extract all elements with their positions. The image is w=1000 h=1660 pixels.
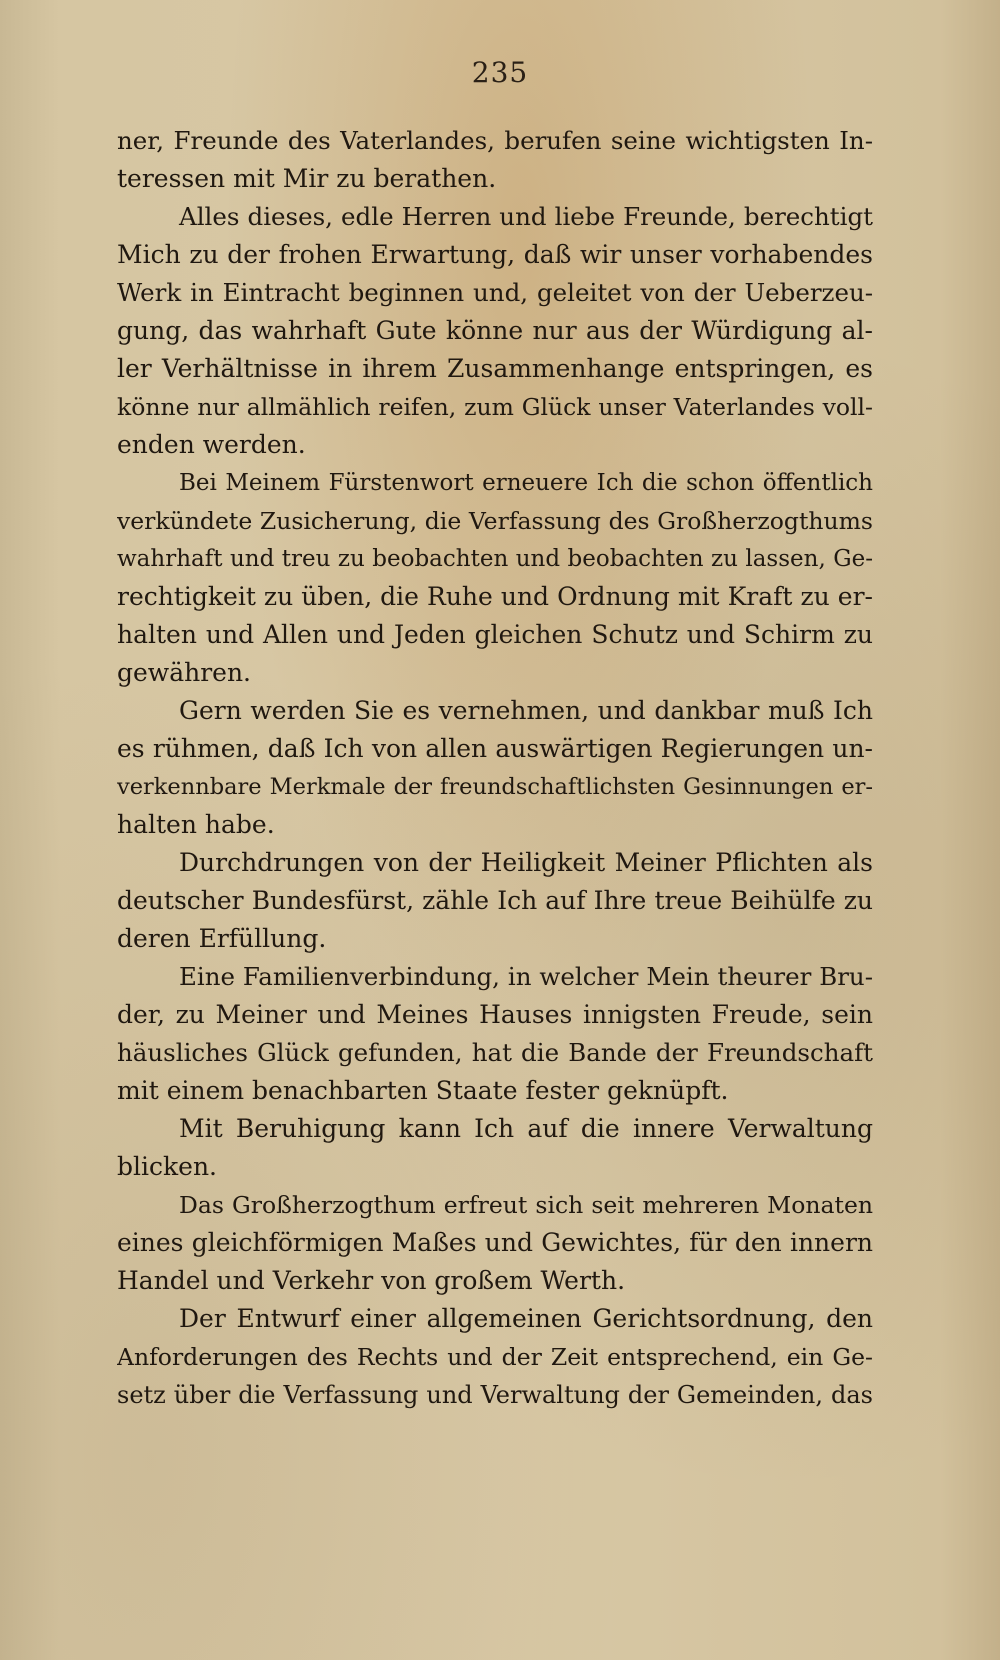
text-line: halten habe. — [117, 810, 275, 839]
text-line: es rühmen, daß Ich von allen auswärtigen Regierungen un- — [117, 734, 873, 763]
text-line: setz über die Verfassung und Verwaltung der Gemeinden, das — [117, 1381, 873, 1409]
page-number: 235 — [471, 56, 529, 89]
text-line: rechtigkeit zu üben, die Ruhe und Ordnung mit Kraft zu er- — [117, 582, 873, 611]
text-line: mit einem benachbarten Staate fester geknüpft. — [117, 1076, 729, 1105]
text-line: gung, das wahrhaft Gute könne nur aus der Würdigung al- — [117, 316, 873, 345]
text-line: wahrhaft und treu zu beobachten und beobachten zu lassen, Ge- — [117, 546, 873, 572]
text-line: Handel und Verkehr von großem Werth. — [117, 1266, 626, 1295]
text-line: Mich zu der frohen Erwartung, daß wir unser vorhabendes — [117, 240, 873, 269]
text-line: Eine Familienverbindung, in welcher Mein theurer Bru- — [179, 962, 873, 991]
text-line: verkündete Zusicherung, die Verfassung des Großherzogthums — [117, 507, 873, 535]
text-line: halten und Allen und Jeden gleichen Schutz und Schirm zu — [117, 620, 873, 649]
text-line: Mit Beruhigung kann Ich auf die innere Verwaltung — [179, 1114, 873, 1143]
text-line: häusliches Glück gefunden, hat die Bande der Freundschaft — [117, 1038, 873, 1067]
text-line: Alles dieses, edle Herren und liebe Freunde, berechtigt — [179, 202, 873, 231]
text-line: enden werden. — [117, 430, 306, 459]
text-line: teressen mit Mir zu berathen. — [117, 164, 497, 193]
text-line: der, zu Meiner und Meines Hauses innigsten Freude, sein — [117, 1000, 873, 1029]
text-line: ner, Freunde des Vaterlandes, berufen seine wichtigsten In- — [117, 126, 873, 155]
text-line: Bei Meinem Fürstenwort erneuere Ich die schon öffentlich — [179, 470, 873, 496]
text-line: Werk in Eintracht beginnen und, geleitet von der Ueberzeu- — [117, 278, 873, 307]
text-line: verkennbare Merkmale der freundschaftlichsten Gesinnungen er- — [117, 774, 873, 800]
text-line: Gern werden Sie es vernehmen, und dankbar muß Ich — [179, 696, 873, 725]
text-line: deren Erfüllung. — [117, 924, 327, 953]
text-line: deutscher Bundesfürst, zähle Ich auf Ihre treue Beihülfe zu — [117, 886, 873, 915]
text-line: blicken. — [117, 1152, 217, 1181]
text-line: gewähren. — [117, 658, 251, 687]
text-line: Durchdrungen von der Heiligkeit Meiner Pflichten als — [179, 848, 873, 877]
text-line: Anforderungen des Rechts und der Zeit entsprechend, ein Ge- — [117, 1343, 873, 1371]
text-line: könne nur allmählich reifen, zum Glück unser Vaterlandes voll- — [117, 393, 873, 421]
text-line: Der Entwurf einer allgemeinen Gerichtsordnung, den — [179, 1304, 873, 1333]
text-line: eines gleichförmigen Maßes und Gewichtes, für den innern — [117, 1228, 873, 1257]
text-line: ler Verhältnisse in ihrem Zusammenhange entspringen, es — [117, 354, 873, 383]
body-text — [117, 122, 873, 1414]
text-line: Das Großherzogthum erfreut sich seit mehreren Monaten — [179, 1191, 873, 1219]
